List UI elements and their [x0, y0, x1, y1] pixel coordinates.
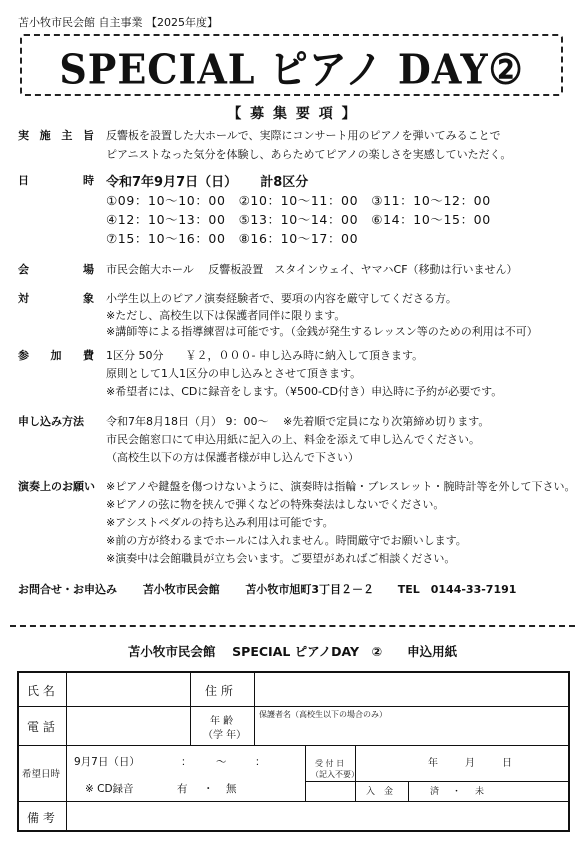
- title-banner: [20, 34, 563, 96]
- venue-label: 会 場: [18, 263, 94, 276]
- organizer-line: 苫小牧市民会館 自主事業 【2025年度】: [18, 16, 218, 29]
- phone-label: 電 話: [27, 720, 55, 734]
- payment-pending-option[interactable]: 未: [475, 787, 485, 797]
- received-day: 日: [502, 758, 512, 769]
- application-form: [17, 671, 570, 832]
- address-label: 住 所: [205, 684, 233, 698]
- phone-field[interactable]: [67, 707, 190, 745]
- contact-line: [18, 581, 516, 597]
- schedule-date: 令和7年9月7日（日）: [106, 175, 238, 190]
- guardian-field[interactable]: [255, 707, 568, 745]
- age-field[interactable]: [191, 707, 254, 745]
- form-divider: [408, 781, 409, 801]
- cd-separator: ・: [203, 783, 214, 795]
- requests-line-5: ※演奏中は会館職員が立ち会います。ご要望があればご相談ください。: [106, 552, 456, 565]
- eligibility-line-1: 小学生以上のピアノ演奏経験者で、要項の内容を厳守してくださる方。: [106, 292, 457, 305]
- preferred-label: 希望日時: [22, 769, 61, 780]
- purpose-line-2: ピアニストなった気分を体験し、あらためてピアノの楽しさを実感していただく。: [106, 148, 512, 161]
- requests-line-3: ※アシストペダルの持ち込み利用は可能です。: [106, 516, 334, 529]
- form-title: 苫小牧市民会館 SPECIAL ピアノDAY ② 申込用紙: [127, 644, 458, 659]
- time-colon: ：: [181, 756, 192, 768]
- fee-label: 参 加 費: [18, 349, 94, 362]
- requests-label: 演奏上のお願い: [18, 480, 95, 493]
- time-colon: ：: [255, 756, 266, 768]
- form-divider: [305, 745, 306, 801]
- received-note: （記入不要）: [311, 770, 359, 779]
- address-field[interactable]: [255, 673, 568, 706]
- payment-done-option[interactable]: 済: [430, 787, 440, 797]
- application-line-3: （高校生以下の方は保護者様が申し込んで下さい）: [106, 451, 359, 464]
- fee-line-1: 1区分 50分 ￥２，０００- 申し込み時に納入して頂きます。: [106, 349, 424, 362]
- purpose-line-1: 反響板を設置した大ホールで、実際にコンサート用のピアノを弾いてみることで: [106, 129, 501, 142]
- schedule-date-row: [106, 171, 308, 190]
- cut-line: [10, 625, 575, 627]
- guardian-label: 保護者名（高校生以下の場合のみ）: [259, 710, 387, 719]
- requests-line-1: ※ピアノや鍵盤を傷つけないように、演奏時は指輪・ブレスレット・腕時計等を外して下さい。: [106, 480, 576, 493]
- name-label: 氏 名: [27, 684, 55, 698]
- age-label: 年 齢: [210, 716, 234, 727]
- received-year: 年: [428, 758, 438, 769]
- schedule-row-1: ①09：10～10：00 ②10：10～11：00 ③11：10～12：00: [106, 193, 491, 208]
- form-divider: [19, 745, 568, 746]
- venue-text: 市民会館大ホール 反響板設置 スタインウェイ、ヤマハCF（移動は行いません）: [106, 263, 518, 276]
- contact-tel: TEL 0144-33-7191: [397, 583, 517, 596]
- cd-no-option[interactable]: 無: [226, 783, 237, 795]
- received-label: 受 付 日: [315, 759, 345, 768]
- schedule-row-2: ④12：10～13：00 ⑤13：10～14：00 ⑥14：10～15：00: [106, 212, 491, 227]
- cd-yes-option[interactable]: 有: [177, 783, 188, 795]
- eligibility-line-2: ※ただし、高校生以下は保護者同伴に限ります。: [106, 309, 346, 322]
- application-line-1: 令和7年8月18日（月） 9：00～ ※先着順で定員になり次第締め切ります。: [106, 415, 490, 428]
- received-month: 月: [465, 758, 475, 769]
- requests-line-4: ※前の方が終わるまでホールには入れません。時間厳守でお願いします。: [106, 534, 467, 547]
- schedule-count: 計8区分: [260, 175, 309, 190]
- event-title: SPECIAL ピアノ DAY②: [59, 43, 524, 93]
- cd-label: ※ CD録音: [85, 783, 134, 795]
- remarks-field[interactable]: [67, 802, 568, 830]
- application-label: 申し込み方法: [18, 415, 84, 428]
- name-field[interactable]: [67, 673, 190, 706]
- schedule-label: 日 時: [18, 174, 94, 187]
- fee-line-2: 原則として1人1区分の申し込みとさせて頂きます。: [106, 367, 362, 380]
- remarks-label: 備 考: [27, 811, 55, 825]
- preferred-date: 9月7日（日）: [74, 756, 140, 768]
- preferred-time-field[interactable]: [159, 747, 299, 773]
- fee-line-3: ※希望者には、CDに録音をします。（¥500-CD付き）申込時に予約が必要です。: [106, 385, 503, 398]
- eligibility-label: 対 象: [18, 292, 94, 305]
- contact-label: お問合せ・お申込み: [18, 583, 117, 596]
- application-line-2: 市民会館窓口にて申込用紙に記入の上、料金を添えて申し込んでください。: [106, 433, 480, 446]
- section-heading: 【 募 集 要 項 】: [227, 106, 358, 122]
- form-divider: [305, 781, 568, 782]
- contact-name: 苫小牧市民会館: [142, 583, 220, 596]
- schedule-row-3: ⑦15：10～16：00 ⑧16：10～17：00: [106, 231, 359, 246]
- payment-separator: ・: [452, 787, 462, 797]
- grade-label: （学 年）: [203, 730, 247, 741]
- contact-address: 苫小牧市旭町3丁目２－２: [245, 583, 375, 596]
- payment-label: 入 金: [366, 787, 394, 797]
- requests-line-2: ※ピアノの弦に物を挟んで弾くなどの特殊奏法はしないでください。: [106, 498, 445, 511]
- time-tilde: ～: [216, 756, 227, 768]
- purpose-label: 実 施 主 旨: [18, 129, 94, 142]
- eligibility-line-3: ※講師等による指導練習は可能です。（金銭が発生するレッスン等のための利用は不可）: [106, 325, 538, 338]
